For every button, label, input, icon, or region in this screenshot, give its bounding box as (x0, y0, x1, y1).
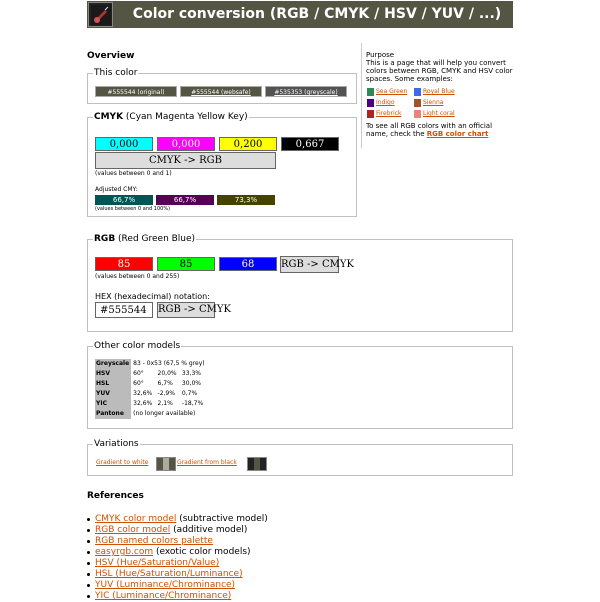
example-color-name: Indigo (376, 99, 395, 106)
model-row (95, 409, 207, 419)
green-input[interactable]: 85 (157, 257, 215, 271)
reference-description: (exotic color models) (153, 547, 251, 557)
logo-icon (88, 2, 113, 27)
example-color-link[interactable] (414, 99, 443, 107)
magenta-input[interactable]: 0,000 (157, 137, 215, 151)
reference-item (85, 580, 268, 591)
example-color-name: Sea Green (376, 88, 408, 95)
reference-item (85, 591, 268, 602)
rgb-color-chart-link[interactable]: RGB color chart (426, 130, 489, 138)
color-swatch-icon (414, 99, 421, 107)
reference-item (85, 547, 268, 558)
model-value: 2,1% (157, 400, 173, 407)
model-value: 60° (133, 370, 144, 377)
adjusted-magenta-bar: 66,7% (156, 195, 214, 205)
adjusted-range-note: (values between 0 and 100%) (95, 206, 171, 212)
purpose-text: This is a page that will help you convert colors between RGB, CMYK and HSV color spaces. Some examples: (366, 59, 513, 83)
color-swatch-icon (367, 110, 374, 118)
color-swatch-icon (367, 99, 374, 107)
cyan-input[interactable]: 0,000 (95, 137, 153, 151)
hex-input[interactable]: #555544 (95, 302, 153, 318)
color-swatch-icon (414, 110, 421, 118)
example-color-link[interactable] (367, 88, 407, 96)
model-row (95, 359, 207, 369)
page-header (87, 1, 513, 28)
hex-to-cmyk-button[interactable]: RGB -> CMYK (157, 302, 215, 318)
reference-link[interactable]: RGB named colors palette (95, 536, 213, 546)
model-row (95, 379, 207, 389)
model-row (95, 369, 207, 379)
blue-input[interactable]: 68 (219, 257, 277, 271)
reference-item (85, 525, 268, 536)
color-models-table (95, 359, 207, 419)
purpose-label: Purpose (366, 51, 395, 59)
this-color-legend: This color (94, 68, 138, 78)
sidebar-divider (361, 43, 362, 148)
adjusted-cmy-label: Adjusted CMY: (95, 186, 138, 193)
original-color-button[interactable]: #555544 (original) (95, 86, 177, 97)
model-label: HSL (95, 379, 131, 389)
purpose-sidebar (366, 51, 516, 83)
overview-heading: Overview (87, 51, 135, 61)
reference-link[interactable]: CMYK color model (95, 514, 177, 524)
example-color-name: Royal Blue (423, 88, 455, 95)
example-color-link[interactable] (414, 110, 455, 118)
model-value: 32,6% (133, 400, 153, 407)
model-label: HSV (95, 369, 131, 379)
reference-description: (additive model) (170, 525, 248, 535)
model-label: Greyscale (96, 360, 130, 367)
model-value: 83 - 0x53 (67,5 % grey) (133, 360, 205, 367)
page-title: Color conversion (RGB / CMYK / HSV / YUV / ...) (132, 6, 502, 22)
example-color-name: Firebrick (376, 110, 402, 117)
model-row (95, 399, 207, 409)
model-label: YUV (95, 389, 131, 399)
reference-item (85, 558, 268, 569)
variations-fieldset (87, 439, 513, 476)
reference-link[interactable]: RGB color model (95, 525, 171, 535)
rgb-range-note: (values between 0 and 255) (95, 273, 180, 280)
greyscale-color-button[interactable]: #535353 (greyscale) (265, 86, 347, 97)
model-value: 33,3% (181, 370, 201, 377)
yellow-input[interactable]: 0,200 (219, 137, 277, 151)
example-color-link[interactable] (367, 99, 395, 107)
example-color-link[interactable] (367, 110, 401, 118)
red-input[interactable]: 85 (95, 257, 153, 271)
gradient-to-white-swatch[interactable] (156, 457, 176, 471)
model-label: YIC (95, 399, 131, 409)
gradient-from-black-link[interactable]: Gradient from black (177, 459, 237, 466)
model-value: (no longer available) (133, 410, 196, 417)
example-color-name: Sienna (423, 99, 444, 106)
rgb-to-cmyk-button[interactable]: RGB -> CMYK (280, 256, 339, 273)
references-heading: References (87, 491, 144, 501)
reference-link[interactable]: HSV (Hue/Saturation/Value) (95, 558, 220, 568)
reference-link[interactable]: YIC (Luminance/Chrominance) (95, 591, 232, 601)
model-value: -2,9% (157, 390, 175, 397)
example-color-name: Light coral (423, 110, 455, 117)
variations-legend: Variations (94, 439, 139, 449)
model-row (95, 389, 207, 399)
gradient-to-white-link[interactable]: Gradient to white (96, 459, 149, 466)
model-value: 0,7% (181, 390, 198, 397)
gradient-from-black-swatch[interactable] (247, 457, 267, 471)
reference-link[interactable]: HSL (Hue/Saturation/Luminance) (95, 569, 243, 579)
model-value: 60° (133, 380, 144, 387)
model-value: 6,7% (157, 380, 173, 387)
model-label: Pantone (95, 409, 131, 419)
model-value: 32,6% (133, 390, 153, 397)
reference-item (85, 514, 268, 525)
cmyk-legend: CMYK (Cyan Magenta Yellow Key) (94, 112, 248, 122)
adjusted-cyan-bar: 66,7% (95, 195, 153, 205)
example-color-link[interactable] (414, 88, 455, 96)
reference-link[interactable]: easyrgb.com (95, 547, 154, 557)
sidebar-footer: To see all RGB colors with an official name, check the RGB color chart (366, 122, 493, 138)
model-value: 20,0% (157, 370, 177, 377)
reference-link[interactable]: YUV (Luminance/Chrominance) (95, 580, 236, 590)
references-list (85, 514, 268, 602)
key-input[interactable]: 0,667 (281, 137, 339, 151)
color-swatch-icon (414, 88, 421, 96)
websafe-color-button[interactable]: #555544 (websafe) (180, 86, 262, 97)
cmyk-range-note: (values between 0 and 1) (95, 170, 172, 177)
adjusted-yellow-bar: 73,3% (217, 195, 275, 205)
rgb-legend: RGB (Red Green Blue) (94, 234, 196, 244)
model-value: -18,7% (181, 400, 204, 407)
reference-item (85, 569, 268, 580)
color-swatch-icon (367, 88, 374, 96)
reference-description: (subtractive model) (176, 514, 268, 524)
hex-label: HEX (hexadecimal) notation: (95, 292, 210, 301)
reference-item (85, 536, 268, 547)
other-models-legend: Other color models (94, 341, 181, 351)
model-value: 30,0% (181, 380, 201, 387)
cmyk-to-rgb-button[interactable]: CMYK -> RGB (95, 152, 276, 169)
